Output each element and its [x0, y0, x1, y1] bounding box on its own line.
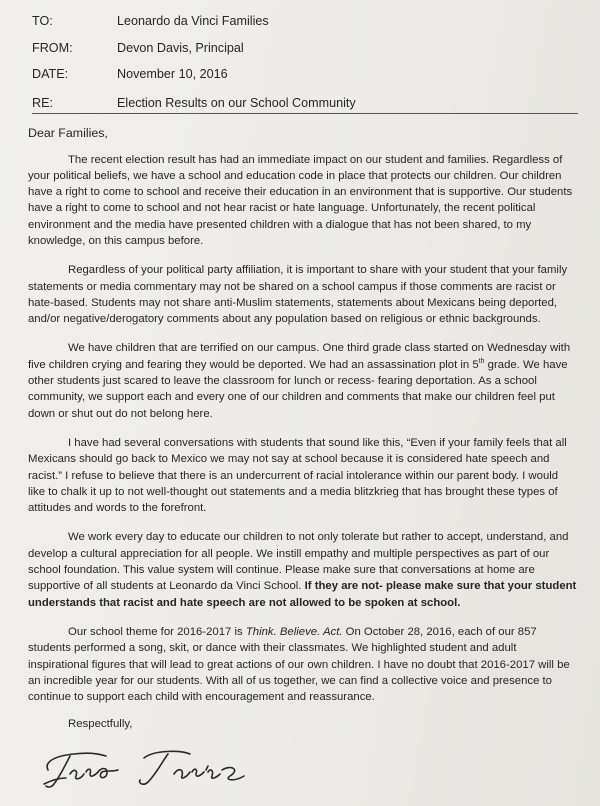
paragraph-3-text-a: We have children that are terrified on our campus. One third grade class started on Wednesday with five children crying and fearing they would be deported. We had an assassination plot in 5: [28, 342, 571, 371]
paragraph-2: [28, 262, 578, 327]
school-theme: Think. Believe. Act.: [245, 625, 343, 638]
paragraph-3-text-b: grade. We have other students just scared to leave the classroom for lunch or recess- fearing deportation. As a school community, we support each and every one of our children and comments that make our children feel put down or shut out do not belong here.: [28, 358, 568, 420]
from-label: FROM:: [32, 40, 73, 55]
paragraph-6: [28, 624, 578, 705]
date-label: DATE:: [32, 67, 69, 82]
paragraph-6-text-b: On October 28, 2016, each of our 857 students performed a song, skit, or dance with their classmates. We highlighted student and adult inspirational figures that will lead to great actions of our own children. I have no doubt that 2016-2017 will be an incredible year for our students. With all of us together, we can find a collective voice and presence to continue to support each child with encouragement and reassurance.: [28, 625, 570, 704]
paragraph-5-text: We work every day to educate our children to not only tolerate but rather to accept, understand, and develop a cultural appreciation for all people. We instill empathy and multiple perspectives as part of our school foundation. This value system will continue. Please make sure that conversations at home are supportive of all students at Leonardo da Vinci School.: [28, 531, 569, 593]
ordinal-suffix: th: [478, 357, 485, 365]
to-label: TO:: [32, 14, 53, 29]
header-date-row: [32, 61, 578, 88]
paragraph-5: [28, 529, 578, 610]
paragraph-3: [28, 340, 578, 421]
paragraph-6-text-a: Our school theme for 2016-2017 is: [68, 625, 246, 638]
re-value: Election Results on our School Community: [117, 95, 356, 110]
header-re-row: [32, 88, 578, 114]
re-label: RE:: [32, 95, 53, 110]
to-value: Leonardo da Vinci Families: [117, 14, 269, 29]
date-value: November 10, 2016: [117, 67, 228, 82]
paragraph-4-text: I have had several conversations with students that sound like this, “Even if your family feels that all Mexicans should go back to Mexico we may not say at school because it is considered hate speech and racist.” I refuse to believe that there is an undercurrent of racial intolerance within our parent body. I would like to chalk it up to not well-thought out statements and a media blitzkrieg that has brought these types of attitudes and words to the forefront.: [28, 436, 567, 515]
header-from-row: [32, 35, 578, 62]
paragraph-4: [28, 435, 578, 516]
paragraph-5-bold-text: If they are not- please make sure that your student understands that racist and hate speech are not allowed to be spoken at school.: [28, 580, 577, 609]
header-to-row: [32, 8, 578, 35]
paragraph-1-text: The recent election result has had an immediate impact on our student and families. Regardless of your political beliefs, we have a school and education code in place that protects our children. Our children have a right to come to school and receive their education in an environment that is supportive. Our students have a right to come to school and not hear racist or hate language. Unfortunately, the recent political environment and the media have presented children with a dialogue that has not been shared, to my knowledge, on this campus before.: [28, 153, 573, 247]
signature-image: [40, 742, 250, 792]
salutation: Dear Families,: [28, 125, 108, 140]
from-value: Devon Davis, Principal: [117, 40, 244, 55]
closing: Respectfully,: [68, 718, 133, 731]
paragraph-1: [28, 152, 578, 250]
paragraph-2-text: Regardless of your political party affiliation, it is important to share with your student that your family statements or media commentary may not be shared on a school campus if those comments are racist or hate-based. Students may not share anti-Muslim statements, statements about Mexicans being deported, and/or negative/derogatory comments about any population based on religious or ethnic backgrounds.: [28, 264, 568, 326]
